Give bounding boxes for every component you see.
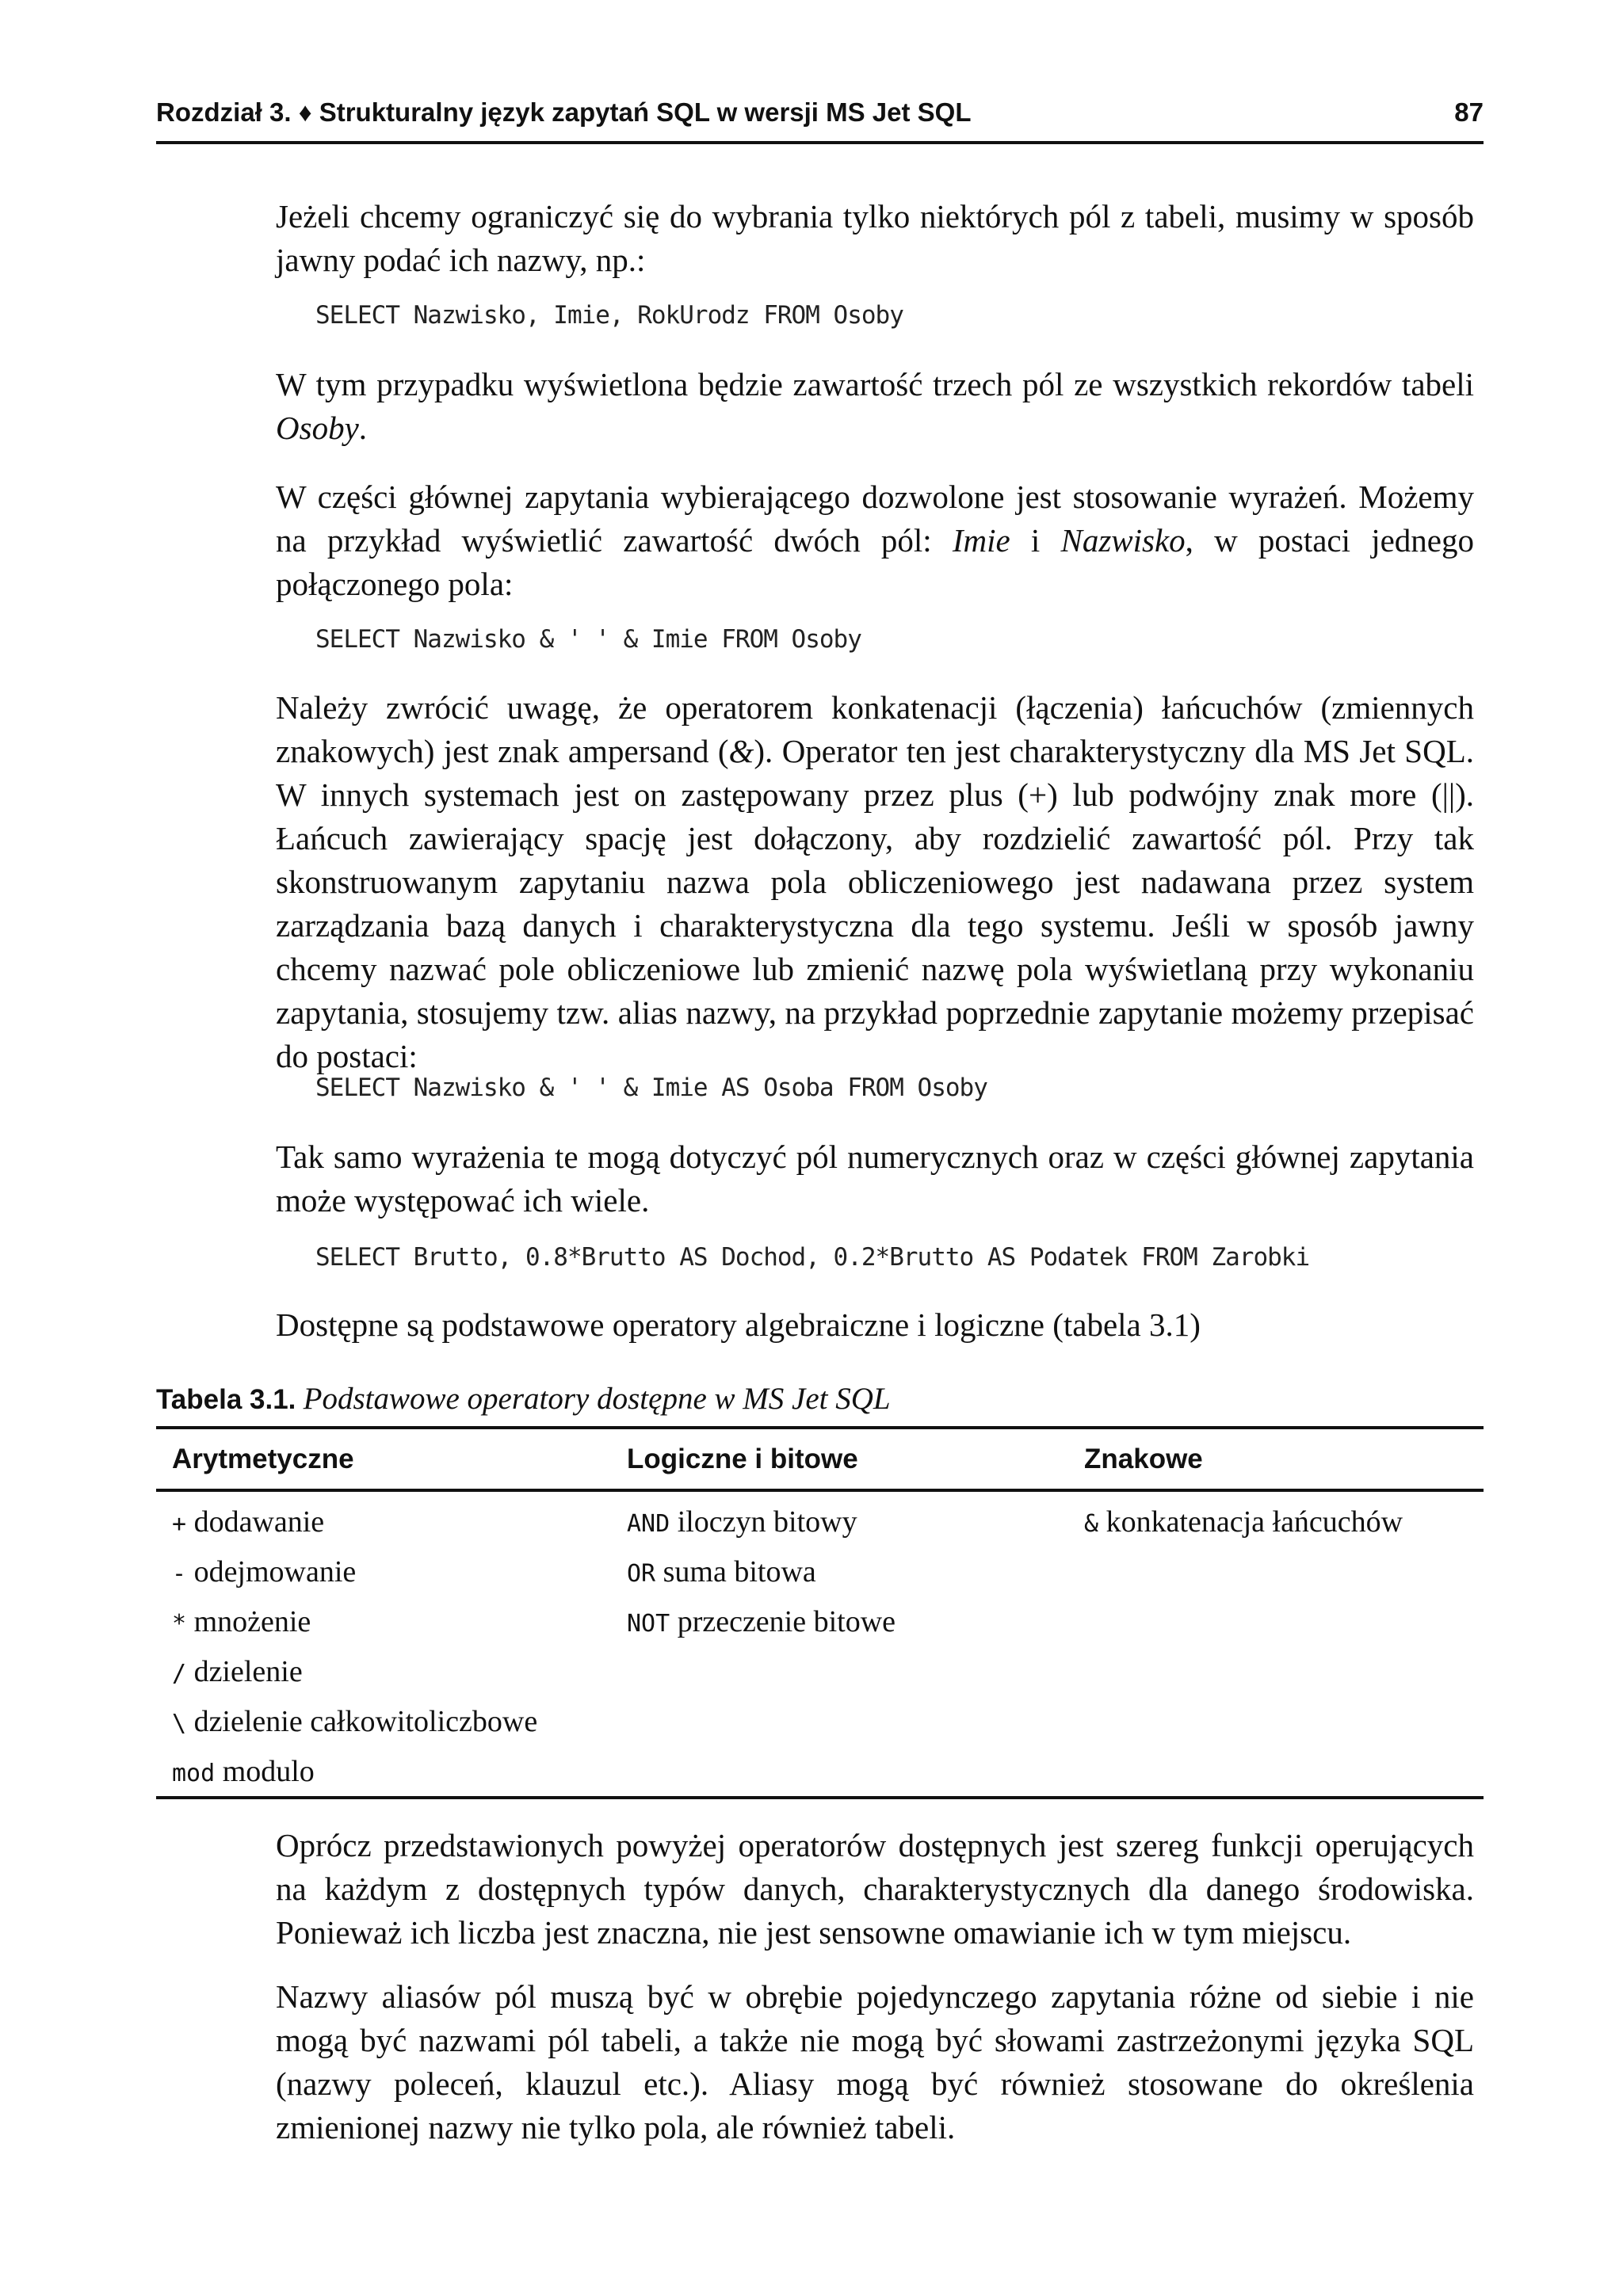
paragraph-2-emphasis: Osoby xyxy=(276,410,359,446)
running-header xyxy=(156,93,1484,144)
paragraph-3-text-a: W części głównej zapytania wybierającego dozwolone jest stosowanie wyrażeń. Możemy na przykład wyświetlić zawartość dwóch pól: xyxy=(276,479,1474,559)
table-row xyxy=(156,1696,1484,1746)
paragraph-2-text-a: W tym przypadku wyświetlona będzie zawartość trzech pól ze wszystkich rekordów tabeli xyxy=(276,366,1474,402)
operator-description: dodawanie xyxy=(186,1505,325,1539)
operator-symbol: \ xyxy=(172,1709,187,1737)
code-line-1: SELECT Nazwisko, Imie, RokUrodz FROM Osoby xyxy=(315,301,903,330)
operator-description: konkatenacja łańcuchów xyxy=(1098,1505,1403,1539)
table-row xyxy=(156,1746,1484,1798)
table-cell xyxy=(156,1490,611,1547)
code-line-4: SELECT Brutto, 0.8*Brutto AS Dochod, 0.2*Brutto AS Podatek FROM Zarobki xyxy=(315,1243,1310,1272)
operators-table xyxy=(156,1426,1484,1799)
table-cell xyxy=(1068,1646,1484,1696)
table-cell xyxy=(156,1696,611,1746)
operator-description: suma bitowa xyxy=(655,1554,816,1589)
operator-symbol: + xyxy=(172,1509,187,1538)
operator-symbol: AND xyxy=(627,1509,670,1538)
column-header-string: Znakowe xyxy=(1084,1443,1203,1474)
column-header-arithmetic: Arytmetyczne xyxy=(172,1443,354,1474)
column-header-logical: Logiczne i bitowe xyxy=(627,1443,858,1474)
table-cell xyxy=(1068,1746,1484,1798)
paragraph-7: Oprócz przedstawionych powyżej operatorów dostępnych jest szereg funkcji operujących na każdym z dostępnych typów danych, charakterystycznych dla danego środowiska. Ponieważ ich liczba jest znaczna, nie jest sensowne omawianie ich w tym miejscu. xyxy=(276,1827,1474,1951)
paragraph-8: Nazwy aliasów pól muszą być w obrębie pojedynczego zapytania różne od siebie i nie mogą być nazwami pól tabeli, a także nie mogą być słowami zastrzeżonymi języka SQL (nazwy poleceń, klauzul etc.). Aliasy mogą być również stosowane do określenia zmienionej nazwy nie tylko pola, ale również tabeli. xyxy=(276,1978,1474,2145)
paragraph-3-text-b: , w postaci jednego połączonego pola: xyxy=(276,522,1474,602)
paragraph-3-emphasis-2: Nazwisko xyxy=(1060,522,1186,559)
table-cell xyxy=(611,1596,1068,1646)
paragraph-1: Jeżeli chcemy ograniczyć się do wybrania tylko niektórych pól z tabeli, musimy w sposób jawny podać ich nazwy, np.: xyxy=(276,198,1474,278)
table-cell xyxy=(156,1746,611,1798)
table-row xyxy=(156,1596,1484,1646)
paragraph-4-text-a: Należy zwrócić uwagę, że operatorem konkatenacji (łączenia) łańcuchów (zmiennych znakowych) jest znak ampersand ( xyxy=(276,689,1474,769)
page-number: 87 xyxy=(1454,97,1484,127)
operator-symbol: mod xyxy=(172,1759,216,1787)
table-row xyxy=(156,1490,1484,1547)
table-cell xyxy=(156,1646,611,1696)
paragraph-2-text-b: . xyxy=(358,410,368,446)
operator-symbol: NOT xyxy=(627,1609,670,1638)
paragraph-4-text-b: ). Operator ten jest charakterystyczny dla MS Jet SQL. W innych systemach jest on zastępowany przez plus (+) lub podwójny znak more (||). Łańcuch zawierający spację jest dołączony, aby rozdzielić zawartość pól. Przy tak skonstruowanym zapytaniu nazwa pola obliczeniowego jest nadawana przez system zarządzania bazą danych i charakterystyczna dla tego systemu. Jeśli w sposób jawny chcemy nazwać pole obliczeniowe lub zmienić nazwę pola wyświetlaną przy wykonaniu zapytania, stosujemy tzw. alias nazwy, na przykład poprzednie zapytanie możemy przepisać do postaci: xyxy=(276,733,1474,1074)
code-line-2: SELECT Nazwisko & ' ' & Imie FROM Osoby xyxy=(315,625,861,654)
table-label: Tabela 3.1. xyxy=(156,1384,296,1415)
chapter-title: Rozdział 3. ♦ Strukturalny język zapytań SQL w wersji MS Jet SQL xyxy=(156,97,972,127)
operator-symbol: / xyxy=(172,1659,187,1688)
table-cell xyxy=(1068,1547,1484,1596)
table-row xyxy=(156,1646,1484,1696)
table-cell xyxy=(611,1490,1068,1547)
operator-symbol: - xyxy=(172,1559,187,1588)
paragraph-4-emphasis: & xyxy=(728,733,754,769)
table-cell xyxy=(156,1596,611,1646)
paragraph-5: Tak samo wyrażenia te mogą dotyczyć pól numerycznych oraz w części głównej zapytania może występować ich wiele. xyxy=(276,1138,1474,1219)
operator-symbol: OR xyxy=(627,1559,656,1588)
operator-description: mnożenie xyxy=(186,1604,311,1638)
operator-description: odejmowanie xyxy=(186,1554,357,1589)
table-cell xyxy=(611,1646,1068,1696)
table-cell xyxy=(1068,1490,1484,1547)
paragraph-3 xyxy=(276,475,1474,606)
table-cell xyxy=(156,1547,611,1596)
paragraph-6: Dostępne są podstawowe operatory algebraiczne i logiczne (tabela 3.1) xyxy=(276,1306,1201,1343)
table-caption xyxy=(156,1379,891,1421)
operator-description: dzielenie xyxy=(186,1654,303,1688)
operator-description: modulo xyxy=(215,1754,315,1788)
operator-description: przeczenie bitowe xyxy=(670,1604,896,1638)
paragraph-2 xyxy=(276,363,1474,450)
code-line-3: SELECT Nazwisko & ' ' & Imie AS Osoba FROM Osoby xyxy=(315,1074,987,1102)
operator-description: dzielenie całkowitoliczbowe xyxy=(186,1704,538,1738)
operator-symbol: & xyxy=(1084,1509,1099,1538)
table-row xyxy=(156,1547,1484,1596)
table-cell xyxy=(1068,1696,1484,1746)
paragraph-4 xyxy=(276,686,1474,1078)
table-cell xyxy=(611,1547,1068,1596)
operator-symbol: * xyxy=(172,1609,187,1638)
table-cell xyxy=(611,1746,1068,1798)
paragraph-3-emphasis-1: Imie xyxy=(952,522,1010,559)
table-header-row xyxy=(156,1428,1484,1490)
operator-description: iloczyn bitowy xyxy=(670,1505,857,1539)
table-title: Podstawowe operatory dostępne w MS Jet SQL xyxy=(303,1382,891,1416)
table-cell xyxy=(611,1696,1068,1746)
paragraph-3-text-mid: i xyxy=(1010,522,1061,559)
table-cell xyxy=(1068,1596,1484,1646)
